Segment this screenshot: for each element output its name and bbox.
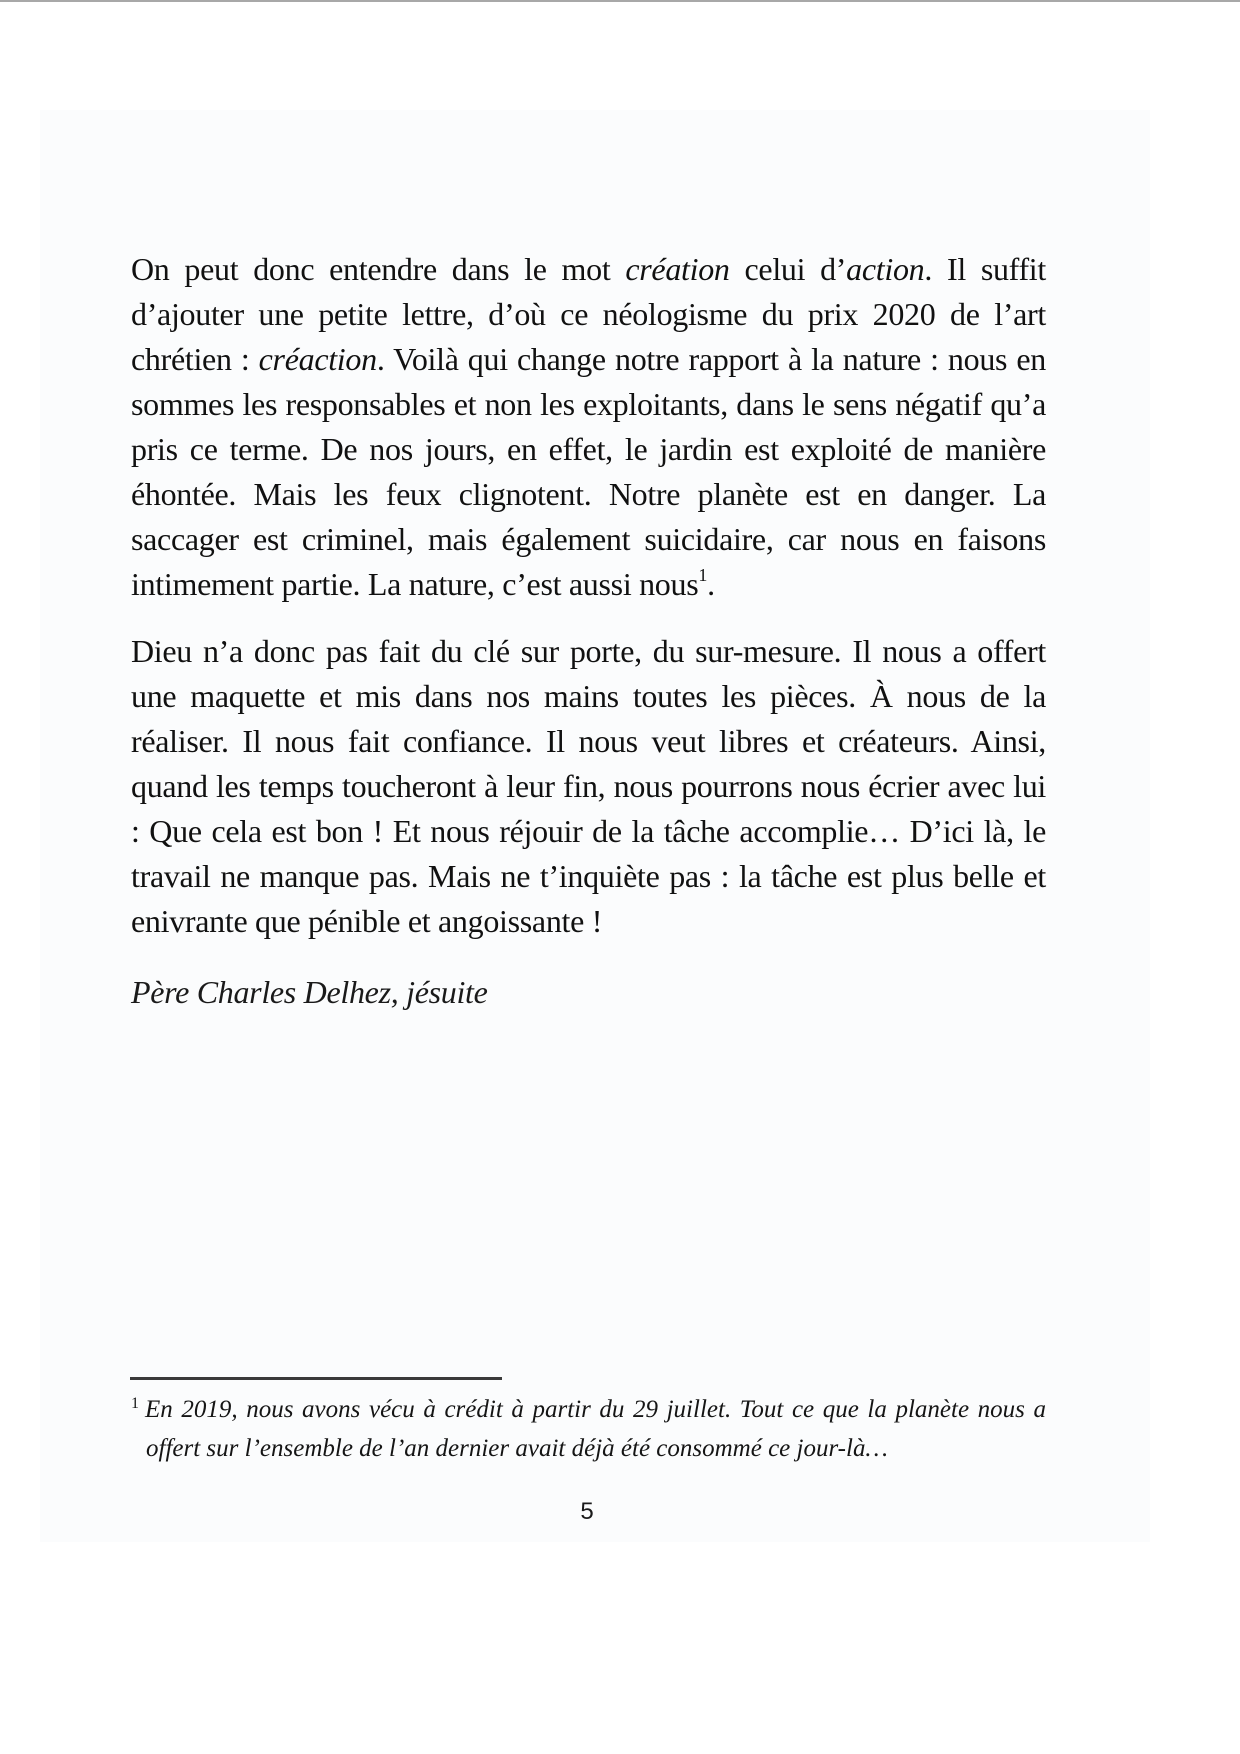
top-border-line — [0, 0, 1240, 2]
paragraph-2: Dieu n’a donc pas fait du clé sur porte, du sur-mesure. Il nous a offert une maquette et mis dans nos mains toutes les pièces. À nous de la réaliser. Il nous fait confiance. Il nous veut libres et créateurs. Ainsi, quand les temps toucheront à leur fin, nous pourrons nous écrier avec lui : Que cela est bon ! Et nous réjouir de la tâche accomplie… D’ici là, le travail ne manque pas. Mais ne t’inquiète pas : la tâche est plus belle et enivrante que pénible et angoissante ! — [131, 633, 1046, 939]
footnote-reference-1[interactable]: 1 — [698, 565, 708, 586]
paragraph-1-text-c: . Il suffit d’ajouter une petite lettre, d’où ce néologisme du prix 2020 de l’art chrétien : — [131, 251, 1046, 377]
italic-word-creaction: créaction — [258, 341, 377, 377]
page-number: 5 — [580, 1498, 594, 1525]
footnote-1-mark: 1 — [131, 1395, 139, 1412]
paragraph-1-text-e: . — [707, 566, 715, 602]
paragraph-1-text-d: . Voilà qui change notre rapport à la nature : nous en sommes les responsables et non les exploitants, dans le sens négatif qu’a pris ce terme. De nos jours, en effet, le jardin est exploité de manière éhontée. Mais les feux clignotent. Notre planète est en danger. La saccager est criminel, mais également suicidaire, car nous en faisons intimement partie. La nature, c’est aussi nous — [131, 341, 1046, 602]
italic-word-action: action — [846, 251, 925, 287]
main-text-block — [131, 247, 1046, 1015]
paragraph-1-text-b: celui d’ — [729, 251, 847, 287]
footnote-1-text: En 2019, nous avons vécu à crédit à partir du 29 juillet. Tout ce que la planète nous a offert sur l’ensemble de l’an dernier avait déjà été consommé ce jour-là… — [145, 1396, 1046, 1462]
footnote-1 — [131, 1392, 1046, 1467]
paragraph-1-text-a: On peut donc entendre dans le mot — [131, 251, 626, 287]
italic-word-creation: création — [625, 251, 730, 287]
paragraph-1 — [131, 247, 1046, 607]
footnote-1-body — [131, 1392, 1046, 1467]
author-signature: Père Charles Delhez, jésuite — [131, 974, 488, 1010]
footnote-separator — [130, 1377, 502, 1380]
